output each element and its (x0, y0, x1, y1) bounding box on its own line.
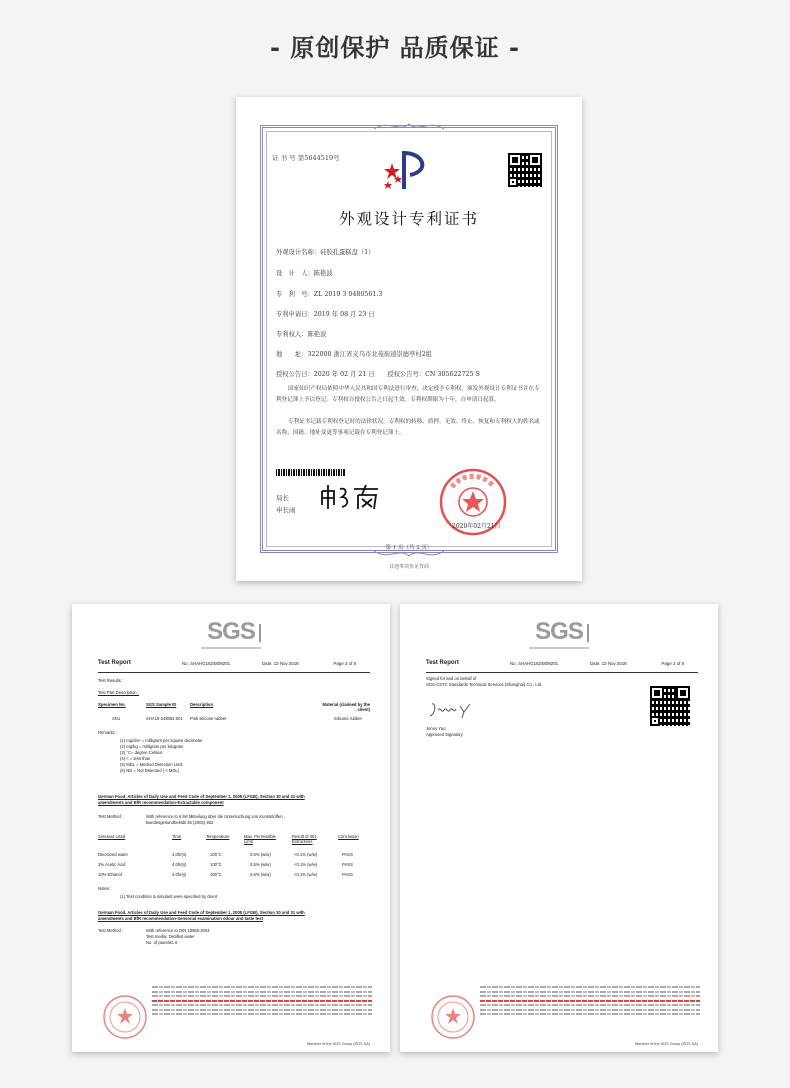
notes-label: Notes : (98, 886, 112, 891)
patent-certificate (236, 97, 582, 581)
field-patentee: 专利权人：陈艳波 (276, 331, 327, 338)
table-cell: PASS (342, 862, 353, 867)
section-1-subtitle: amendments and BfR recommendation-Extractable component (98, 800, 224, 805)
report-title: Test Report (98, 660, 131, 666)
test-results-label: Test Results : (98, 678, 124, 683)
sgs-logo-text: SGS (207, 618, 255, 645)
remark-item: (3) °C= degree Celsius (120, 750, 163, 755)
header-rule (98, 672, 370, 673)
remarks-label: Remarks : (98, 730, 118, 735)
report-number: No. SHAHG1824809201 (510, 661, 559, 666)
table-cell: 0.5% (w/w) (250, 852, 271, 857)
col-material: Material (claimed by the client) (322, 702, 370, 712)
certificate-page-number: 第 1 页（共 2 页） (385, 545, 433, 551)
sgs-logo (527, 618, 591, 652)
table-cell: Deionized water (98, 852, 129, 857)
table-cell: 10% Ethanol (98, 872, 122, 877)
note-item: (1) Test condition & simulant were specified by client (120, 894, 217, 899)
border-ornament-top (374, 119, 444, 133)
certificate-barcode (276, 469, 346, 476)
sgs-logo-mark (259, 624, 261, 642)
field-application-date: 专利申请日：2019 年 08 月 23 日 (276, 311, 375, 318)
col-simulant: Simulant Used (98, 834, 126, 839)
col-time: Time (172, 834, 182, 839)
report-title: Test Report (426, 660, 459, 666)
director-title: 局长 (276, 494, 289, 502)
material-value: Silicone rubber (334, 716, 362, 721)
report-page: Page 2 of 8 (661, 661, 684, 666)
certificate-footer: 其他事项参见背面 (388, 564, 429, 570)
certificate-qr-code (508, 153, 542, 187)
report-header (426, 660, 698, 670)
approver-role: Approved Signatory (426, 732, 463, 737)
table-cell: 4.0hr(s) (172, 872, 187, 877)
report-number: No. SHAHG1824809201 (182, 661, 231, 666)
sgs-member-footer: Member of the SGS Group (SGS SA) (307, 1042, 370, 1046)
report-date: Date: 13 Nov 2018 (590, 661, 627, 666)
sgs-test-report-page-2 (400, 604, 718, 1052)
sgs-stamp (102, 994, 148, 1040)
test-method-text: With reference to DIN 10955:2004 (146, 928, 210, 933)
page-title: - 原创保护 品质保证 - (270, 34, 520, 62)
approver-signature (426, 700, 476, 720)
table-cell: 4.0hr(s) (172, 852, 187, 857)
sgs-test-report-page-3 (72, 604, 390, 1052)
field-address: 地 址：322000 浙江省义乌市北苑街道崇德亭村2组 (276, 351, 432, 358)
certificate-paragraph-2: 专利证书记载专利权登记时的法律状况。专利权的转移、质押、无效、终止、恢复和专利权人的姓名或名称、国籍、地址变更等事项记载在专利登记簿上。 (276, 419, 540, 436)
table-cell: 0.5% (w/w) (250, 872, 271, 877)
sgs-logo-underline (201, 647, 261, 649)
table-cell: 4.0hr(s) (172, 862, 187, 867)
table-cell: <0.1% (w/w) (294, 872, 318, 877)
table-cell: <0.1% (w/w) (294, 852, 318, 857)
remark-item: (5) MDL = Method Detection Limit (120, 762, 183, 767)
table-cell: PASS (342, 852, 353, 857)
test-method-label: Test Method : (98, 928, 124, 933)
col-description: Description (190, 702, 214, 707)
legal-fine-print (152, 986, 372, 1032)
sgs-member-footer: Member of the SGS Group (SGS SA) (635, 1042, 698, 1046)
seal-date: 2020年02月21日 (452, 523, 501, 530)
sgs-logo-underline (529, 647, 589, 649)
col-conclusion: Conclusion (338, 834, 359, 839)
company-name: SGS-CSTC Standards Technical Services (Shanghai) Co., Ltd. (426, 682, 543, 687)
sgs-logo (199, 618, 263, 652)
remark-item: (2) mg/kg = milligram per kilogram (120, 744, 184, 749)
section-1-title: German Food, Articles of Daily Use and Feed Code of September 1, 2005 (LFGB), Section 30 and 31 with (98, 794, 305, 799)
sample-id-value: SHA18-248092.001 (146, 716, 183, 721)
table-cell: 100°C (210, 852, 222, 857)
table-cell: 0.5% (w/w) (250, 862, 271, 867)
test-method-label: Test Method : (98, 814, 124, 819)
test-method-text: Bundesgesundheitsbl 46 (2003) 362 (146, 820, 214, 825)
report-date: Date: 13 Nov 2018 (262, 661, 299, 666)
col-specimen-no: Specimen No. (98, 702, 126, 707)
approver-name: Jenny Yao (426, 726, 446, 731)
field-designer: 设 计 人：陈艳波 (276, 270, 333, 277)
col-temperature: Temperature (206, 834, 230, 839)
table-cell: 100°C (210, 872, 222, 877)
test-method-text: Test media: Distilled water (146, 934, 195, 939)
test-method-text: No. of panelist: 6 (146, 940, 178, 945)
signed-for-text: Signed for and on behalf of (426, 676, 477, 681)
director-name: 申长雨 (276, 506, 296, 514)
header-rule (426, 672, 698, 673)
table-cell: <0.1% (w/w) (294, 862, 318, 867)
certificate-number: 证 书 号 第5644519号 (272, 154, 340, 162)
report-header (98, 660, 370, 670)
test-part-description-label: Test Part Description : (98, 690, 139, 695)
director-signature (318, 483, 380, 511)
remark-item: (6) ND = Not Detected ( < MDL) (120, 768, 180, 773)
section-2-title: German Food, Articles of Daily Use and Feed Code of September 1, 2005 (LFGB), Section 30 and 31 with (98, 910, 305, 915)
sgs-logo-text: SGS (535, 618, 583, 645)
sgs-stamp (430, 994, 476, 1040)
description-value: Pink silicone rubber (190, 716, 227, 721)
col-max-limit: Max. Permissible Limit (244, 834, 276, 844)
report-qr-code (650, 686, 690, 726)
col-sgs-sample-id: SGS Sample ID (146, 702, 177, 707)
field-patent-number: 专 利 号：ZL 2019 3 0480561.3 (276, 291, 383, 298)
specimen-no-value: SN1 (112, 716, 121, 721)
table-cell: 100°C (210, 862, 222, 867)
report-page: Page 3 of 8 (333, 661, 356, 666)
section-2-subtitle: amendments and BfR recommendation-Sensorial examination odour and taste test (98, 916, 263, 921)
certificate-title: 外观设计专利证书 (338, 210, 479, 228)
field-grant-date: 授权公告日：2020 年 02 月 21 日 授权公告号：CN 305622725 S (276, 371, 480, 378)
sgs-logo-mark (587, 624, 589, 642)
remark-item: (4) < = less than (120, 756, 151, 761)
legal-fine-print (480, 986, 700, 1032)
col-result: Result of 001 Extractives (292, 834, 317, 844)
patent-office-logo (384, 149, 432, 191)
field-design-name: 外观设计名称：硅胶孔蛋糕盘（1） (276, 249, 375, 256)
test-method-text: With reference to 6 list Mitteilung über die Untersuchung von Kunststoffen , (146, 814, 285, 819)
remark-item: (1) mg/dm² = milligram per square decimeter (120, 738, 203, 743)
certificate-paragraph-1: 国家知识产权局依照中华人民共和国专利法进行审查，决定授予专利权，颁发外观设计专利证书并在专利登记簿上予以登记。专利权自授权公告之日起生效。专利权期限为十年，自申请日起算。 (276, 386, 540, 403)
table-cell: 3% Acetic Acid (98, 862, 126, 867)
table-cell: PASS (342, 872, 353, 877)
